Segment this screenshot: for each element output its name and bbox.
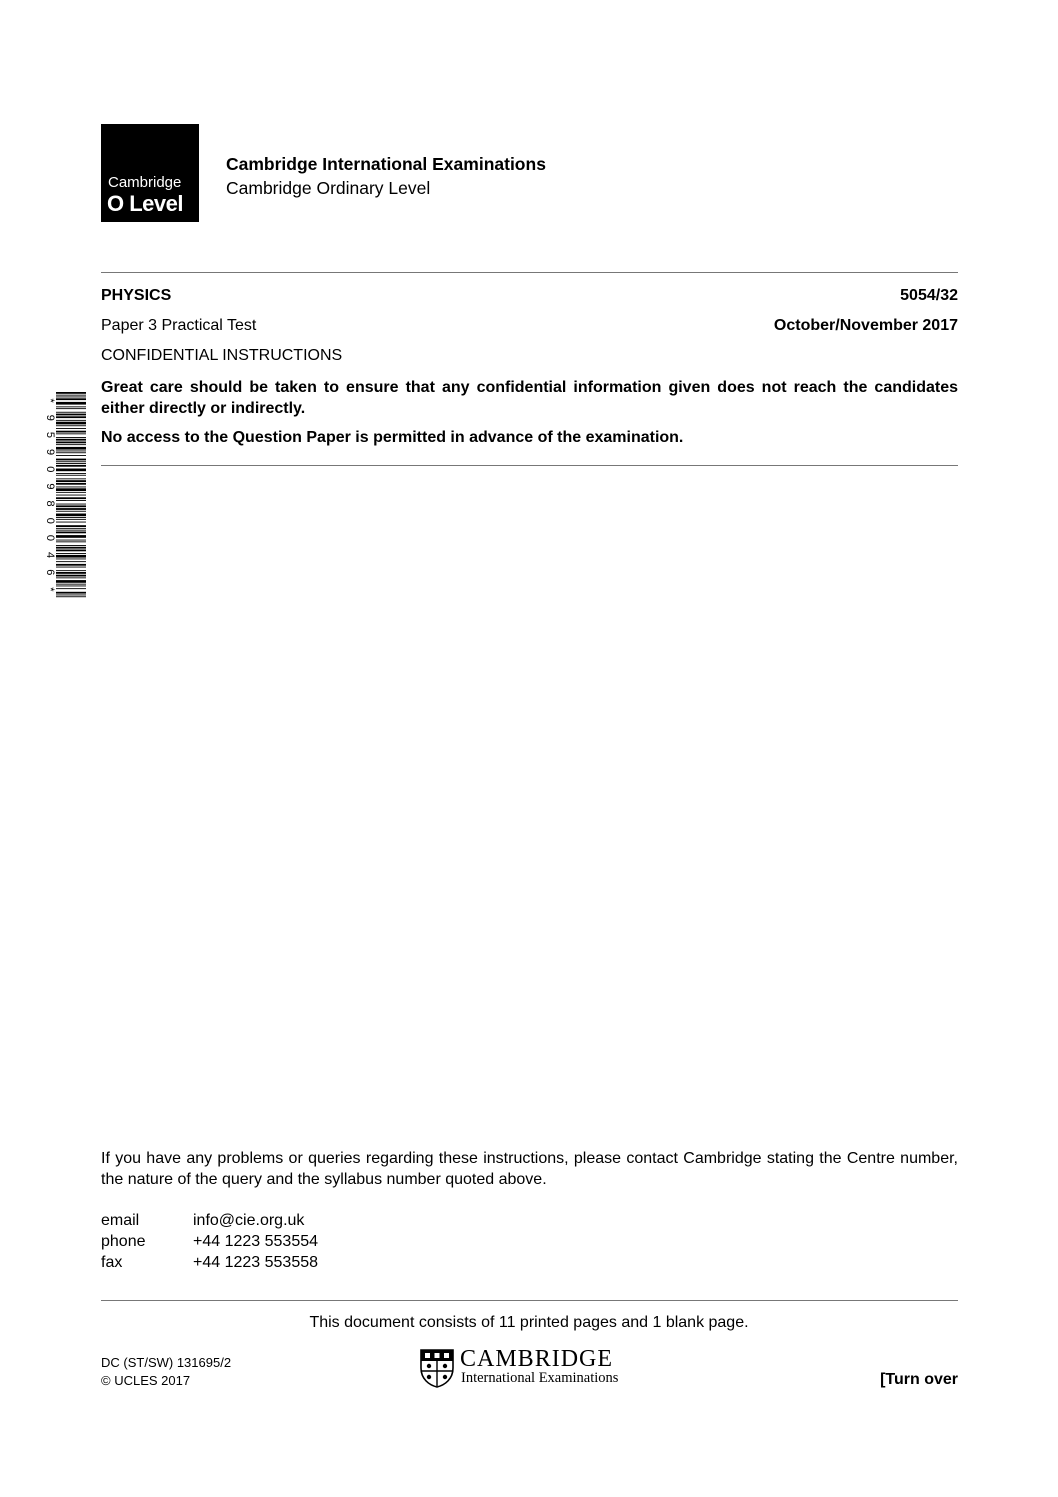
barcode-digit: 4 <box>44 552 56 559</box>
barcode-bar <box>56 397 86 398</box>
barcode-bar <box>56 455 86 456</box>
barcode-bar <box>56 414 86 416</box>
barcode-bar <box>56 475 86 476</box>
barcode-bar <box>56 442 86 444</box>
page-count-note: This document consists of 11 printed pages and 1 blank page. <box>309 1314 749 1331</box>
barcode-bar <box>56 480 86 482</box>
barcode-bar <box>56 463 86 464</box>
barcode-bar <box>56 395 86 396</box>
barcode-bar <box>56 428 86 429</box>
barcode-digit: 0 <box>44 517 56 524</box>
cambridge-wordmark-subtitle: International Examinations <box>461 1370 619 1386</box>
barcode-bar <box>56 522 86 523</box>
barcode-bar <box>56 461 86 462</box>
barcode-bar <box>56 488 86 491</box>
contact-label-email: email <box>101 1212 140 1229</box>
barcode-bar <box>56 596 86 597</box>
contact-phone: +44 1223 553554 <box>193 1233 319 1250</box>
exam-session: October/November 2017 <box>773 317 958 334</box>
footer-divider <box>101 1300 958 1301</box>
barcode-bar <box>56 564 86 566</box>
exam-board-title: Cambridge International Examinations <box>226 154 546 174</box>
barcode-bar <box>56 572 86 574</box>
barcode-bar <box>56 555 86 558</box>
contact-fax: +44 1223 553558 <box>193 1254 319 1271</box>
barcode-digit: 9 <box>44 449 56 456</box>
barcode-bar <box>56 584 86 585</box>
barcode-bar <box>56 431 86 433</box>
barcode-bar <box>56 535 86 538</box>
barcode-bar <box>56 595 86 596</box>
barcode-digit: 9 <box>44 483 56 490</box>
barcode-bar <box>56 392 86 394</box>
barcode-bar <box>56 505 86 507</box>
barcode-bar <box>56 406 86 407</box>
barcode-bar <box>56 545 86 546</box>
barcode-bar <box>56 553 86 554</box>
barcode-bar <box>56 402 86 405</box>
contact-email-link[interactable]: info@cie.org.uk <box>193 1212 305 1229</box>
turn-over-note: [Turn over <box>880 1371 958 1388</box>
barcode-bar <box>56 519 86 520</box>
barcode-bar <box>56 459 86 461</box>
logo-big-text: O Level <box>107 191 183 216</box>
syllabus-code: 5054/32 <box>900 287 958 304</box>
barcode-bar <box>56 425 86 426</box>
contact-label-fax: fax <box>101 1254 123 1271</box>
barcode-bar <box>56 504 86 505</box>
barcode-bar <box>56 575 86 577</box>
barcode-bar <box>56 452 86 453</box>
barcode-bar <box>56 511 86 512</box>
barcode-digit: * <box>44 587 56 592</box>
barcode-bar <box>56 561 86 562</box>
barcode-bar <box>56 437 86 438</box>
barcode-bar <box>56 451 86 452</box>
barcode-bar <box>56 420 86 421</box>
barcode-bar <box>56 530 86 531</box>
barcode-bar <box>56 577 86 578</box>
barcode-bar <box>56 422 86 425</box>
barcode-bar <box>56 528 86 529</box>
barcode-bar <box>56 473 86 474</box>
barcode-bar <box>56 508 86 510</box>
barcode-bar <box>56 492 86 493</box>
paper-title: Paper 3 Practical Test <box>101 317 257 334</box>
barcode-bar <box>56 570 86 571</box>
cambridge-wordmark: CAMBRIDGE <box>460 1346 614 1372</box>
barcode-bar <box>56 514 86 517</box>
barcode-digit: 8 <box>44 500 56 507</box>
barcode-digit: 5 <box>44 431 56 438</box>
barcode-bar <box>56 541 86 542</box>
barcode-bar <box>56 540 86 541</box>
barcode-bar <box>56 497 86 499</box>
barcode-bar <box>56 550 86 552</box>
barcode-bar <box>56 517 86 518</box>
barcode-bar <box>56 439 86 441</box>
access-warning: No access to the Question Paper is permitted in advance of the examination. <box>101 429 684 446</box>
barcode-bar <box>56 478 86 479</box>
cambridge-o-level-logo <box>101 124 199 222</box>
barcode-bar <box>56 547 86 549</box>
logo-small-text: Cambridge <box>108 174 182 191</box>
contact-note: If you have any problems or queries regarding these instructions, please contact Cambridge stating the Centre number, the nature of the query and the syllabus number quoted above. <box>101 1150 958 1188</box>
barcode-bar <box>56 586 86 587</box>
barcode-digit: 0 <box>44 534 56 541</box>
barcode-digit: 0 <box>44 466 56 473</box>
confidentiality-warning: Great care should be taken to ensure that any confidential information given does not reach the candidates either directly or indirectly. <box>101 379 958 417</box>
barcode-bar <box>56 559 86 560</box>
barcode-digit: 9 <box>44 414 56 421</box>
barcode-bar <box>56 495 86 496</box>
barcode-bar <box>56 525 86 527</box>
cambridge-crest-icon <box>419 1348 455 1388</box>
barcode-bar <box>56 588 86 589</box>
top-divider <box>101 272 958 273</box>
instructions-divider <box>101 465 958 466</box>
contact-label-phone: phone <box>101 1233 146 1250</box>
subject-title: PHYSICS <box>101 287 172 304</box>
barcode-bar <box>56 592 86 594</box>
document-code: DC (ST/SW) 131695/2 <box>101 1355 232 1370</box>
barcode-bar <box>56 433 86 434</box>
barcode-image <box>46 392 86 598</box>
barcode-bar <box>56 469 86 472</box>
barcode-bar <box>56 447 86 450</box>
qualification-level: Cambridge Ordinary Level <box>226 178 431 198</box>
barcode-bar <box>56 398 86 400</box>
barcode-bar <box>56 408 86 409</box>
barcode-bar <box>56 444 86 445</box>
barcode-digit: * <box>44 398 56 403</box>
barcode-bar <box>56 500 86 501</box>
barcode-bar <box>56 412 86 413</box>
copyright-notice: © UCLES 2017 <box>101 1373 191 1388</box>
barcode-bar <box>56 483 86 485</box>
barcode-bar <box>56 580 86 583</box>
barcode-digit: 6 <box>44 569 56 576</box>
barcode-bar <box>56 416 86 418</box>
confidential-heading: CONFIDENTIAL INSTRUCTIONS <box>101 347 343 364</box>
barcode-bar <box>56 465 86 467</box>
barcode-bar <box>56 487 86 488</box>
barcode-bar <box>56 567 86 568</box>
barcode-bar <box>56 532 86 534</box>
